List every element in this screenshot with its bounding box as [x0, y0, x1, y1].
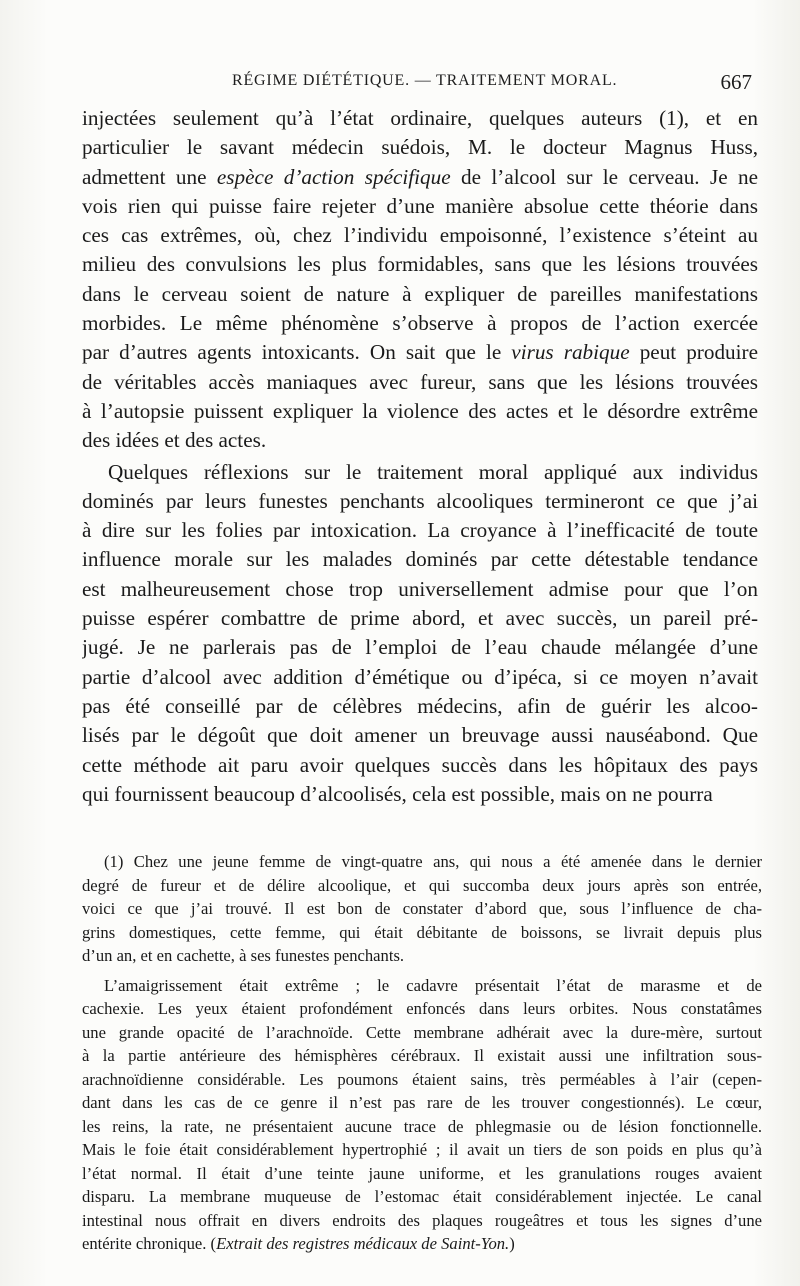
footnote-line: intestinal nous offrait en divers endroits des plaques rougeâtres et tous les signes d’une: [82, 1210, 762, 1230]
text-line: dans le cerveau soient de nature à expliquer de pareilles manifestations: [82, 281, 758, 306]
footnote-line: disparu. La membrane muqueuse de l’estomac était considérablement injectée. Le canal: [82, 1187, 762, 1206]
footnote-line: degré de fureur et de délire alcoolique, et qui succomba deux jours après son entrée,: [82, 875, 762, 895]
footnote-line: d’un an, et en cachette, à ses funestes penchants.: [82, 946, 405, 965]
italic-phrase: virus rabique: [511, 340, 630, 365]
footnote-1-continued: [82, 974, 762, 1256]
paragraph-1: [82, 104, 758, 456]
text-line: morbides. Le même phénomène s’observe à propos de l’action exercée: [82, 311, 758, 336]
text-line: à dire sur les folies par intoxication. La croyance à l’inefficacité de toute: [82, 518, 758, 543]
text-line: jugé. Je ne parlerais pas de l’emploi de l’eau chaude mélangée d’une: [82, 635, 758, 660]
text-line: des idées et des actes.: [82, 428, 267, 453]
italic-phrase: Extrait des registres médicaux de Saint-Yon.: [216, 1234, 510, 1253]
text-line: dominés par leurs funestes penchants alcooliques termineront ce que j’ai: [82, 488, 758, 513]
text-line: admettent une espèce d’action spécifique de l’alcool sur le cerveau. Je ne: [82, 164, 758, 189]
text-line: est malheureusement chose trop universellement admise pour que l’on: [82, 576, 758, 601]
text-line: vois rien qui puisse faire rejeter d’une manière absolue cette théorie dans: [82, 193, 758, 218]
text-line: par d’autres agents intoxicants. On sait que le virus rabique peut produire: [82, 340, 758, 365]
footnote-line: L’amaigrissement était extrême ; le cadavre présentait l’état de marasme et de: [104, 975, 762, 995]
text-line: de véritables accès maniaques avec fureur, sans que les lésions trouvées: [82, 369, 758, 394]
footnote-line: une grande opacité de l’arachnoïde. Cette membrane adhérait avec la dure-mère, surtout: [82, 1022, 762, 1042]
footnotes: [82, 850, 762, 1256]
footnote-line: Mais le foie était considérablement hypertrophié ; il avait un tiers de son poids en plus qu’à: [82, 1140, 762, 1159]
footnote-line: cachexie. Les yeux étaient profondément enfoncés dans leurs orbites. Nous constatâmes: [82, 999, 762, 1018]
footnote-line: à la partie antérieure des hémisphères cérébraux. Il existait aussi une infiltration sous-: [82, 1046, 762, 1065]
text-line: particulier le savant médecin suédois, M. le docteur Magnus Huss,: [82, 135, 758, 160]
text-line: milieu des convulsions les plus formidables, sans que les lésions trouvées: [82, 252, 758, 277]
page-header: [82, 70, 762, 96]
text-line: Quelques réflexions sur le traitement moral appliqué aux individus: [108, 459, 758, 484]
footnote-line: l’état normal. Il était d’une teinte jaune uniforme, et les granulations rouges avaient: [82, 1163, 762, 1183]
page-number: 667: [720, 70, 752, 94]
footnote-line: (1) Chez une jeune femme de vingt-quatre ans, qui nous a été amenée dans le dernier: [104, 852, 762, 871]
text-line: partie d’alcool avec addition d’émétique ou d’ipéca, si ce moyen n’avait: [82, 664, 758, 689]
text-line: à l’autopsie puissent expliquer la violence des actes et le désordre extrême: [82, 398, 758, 423]
footnote-line: entérite chronique. (Extrait des registres médicaux de Saint-Yon.): [82, 1234, 515, 1253]
text-line: lisés par le dégoût que doit amener un breuvage aussi nauséabond. Que: [82, 723, 758, 748]
text-line: ces cas extrêmes, où, chez l’individu empoisonné, l’existence s’éteint au: [82, 223, 758, 248]
footnote-line: arachnoïdienne considérable. Les poumons étaient sains, très perméables à l’air (cepen-: [82, 1069, 762, 1089]
text-line: cette méthode ait paru avoir quelques succès dans les hôpitaux des pays: [82, 752, 758, 777]
text-line: influence morale sur les malades dominés par cette détestable tendance: [82, 547, 758, 572]
main-text: [82, 104, 758, 809]
text-line: pas été conseillé par de célèbres médecins, afin de guérir les alcoo-: [82, 693, 758, 718]
footnote-line: dant dans les cas de ce genre il n’est pas rare de les trouver congestionnés). Le cœur,: [82, 1093, 762, 1112]
footnote-line: voici ce que j’ai trouvé. Il est bon de constater d’abord que, sous l’influence de cha-: [82, 899, 762, 918]
text-line: puisse espérer combattre de prime abord, et avec succès, un pareil pré-: [82, 606, 758, 631]
italic-phrase: espèce d’action spécifique: [216, 164, 451, 189]
footnote-line: les reins, la rate, ne présentaient aucune trace de phlegmasie ou de lésion fonctionnelle.: [82, 1116, 762, 1136]
footnote-line: grins domestiques, cette femme, qui était débitante de boissons, se livrait depuis plus: [82, 922, 762, 942]
paragraph-2: [82, 458, 758, 810]
text-line: qui fournissent beaucoup d’alcoolisés, cela est possible, mais on ne pourra: [82, 781, 713, 806]
footnote-1: [82, 850, 762, 968]
text-line: injectées seulement qu’à l’état ordinaire, quelques auteurs (1), et en: [82, 106, 758, 130]
running-title: RÉGIME DIÉTÉTIQUE. — TRAITEMENT MORAL.: [232, 72, 618, 89]
